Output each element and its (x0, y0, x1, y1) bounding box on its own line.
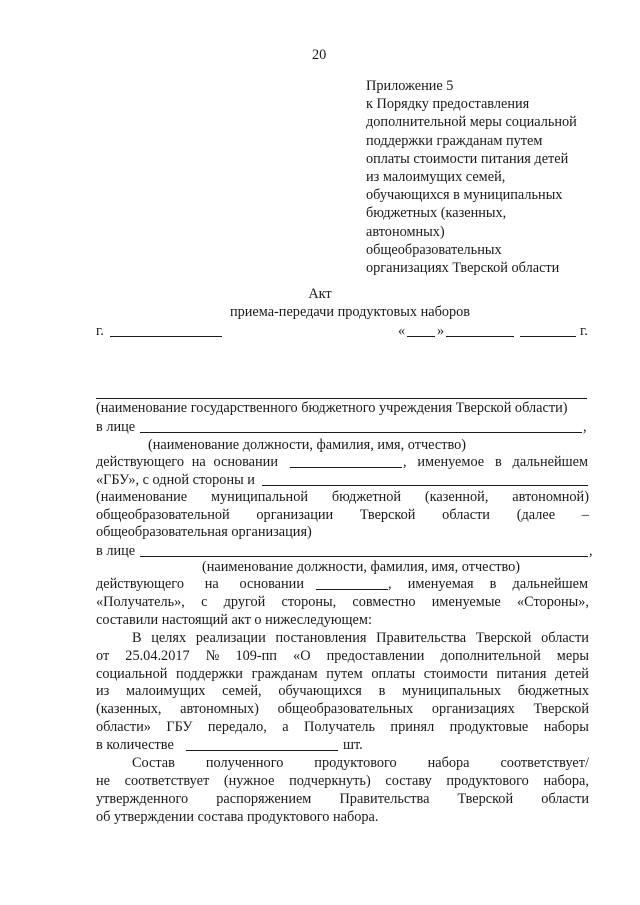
word: на (191, 454, 206, 470)
word: именуемые (431, 594, 501, 610)
word: именуемая (407, 576, 474, 592)
word: а (282, 719, 289, 735)
date-open-quote: « (398, 323, 406, 339)
word: основании (213, 454, 278, 470)
org-caption-line2 (96, 507, 589, 524)
word: 109-пп (235, 647, 277, 664)
word: дальнейшем (512, 576, 588, 592)
receiver-line (96, 594, 589, 611)
in-person-label-1: в лице (96, 419, 136, 435)
paragraph-2-line (96, 773, 589, 790)
gbu-name-field[interactable] (96, 398, 587, 399)
paragraph-1-line (132, 630, 589, 647)
paragraph-2-line (132, 755, 589, 772)
word: – (581, 507, 589, 523)
paragraph-2-last: об утверждении состава продуктового набора. (96, 809, 379, 825)
word: бюджетной (331, 489, 402, 505)
word: детей (555, 665, 589, 682)
quantity-suffix: шт. (343, 737, 363, 753)
word: соответствует/ (500, 755, 589, 771)
word: в (494, 454, 502, 470)
word: малоимущих (126, 683, 206, 700)
word: питания (496, 665, 547, 682)
paragraph-2-line (96, 791, 589, 808)
appendix-line: общеобразовательных (366, 241, 502, 258)
word: Правительства (339, 791, 430, 807)
word: автономных) (180, 701, 259, 718)
word: целях (151, 630, 187, 646)
word: продуктового (446, 773, 529, 789)
word: реализации (195, 630, 266, 646)
paragraph-1-line (96, 701, 589, 718)
word: бюджетных (517, 683, 589, 700)
word: путем (326, 665, 363, 682)
org-caption-line3: общеобразовательная организация) (96, 524, 312, 540)
word: именуемое (417, 454, 485, 470)
word: общеобразовательных (277, 701, 414, 718)
word: соответствует (124, 773, 210, 789)
gbu-caption: (наименование государственного бюджетного учреждения Тверской области) (96, 400, 568, 416)
word: (наименование (96, 489, 188, 505)
acting-basis-1-right (403, 454, 588, 471)
appendix-line: обучающихся в муниципальных (366, 187, 563, 204)
representative-1-field[interactable] (140, 432, 582, 433)
date-month-field[interactable] (446, 336, 514, 337)
person-caption-1: (наименование должности, фамилия, имя, отчество) (148, 437, 467, 453)
word: Тверской (533, 701, 589, 718)
date-close-quote: » (437, 323, 445, 339)
basis-1-field[interactable] (290, 467, 402, 468)
paragraph-1-line (96, 683, 589, 700)
word: «Стороны», (516, 594, 589, 610)
appendix-line: бюджетных (казенных, (366, 205, 507, 222)
word: В (132, 630, 142, 646)
word: совместно (352, 594, 416, 610)
word: гражданам (251, 665, 318, 682)
act-subtitle: приема-передачи продуктовых наборов (229, 304, 471, 320)
word: , (403, 454, 407, 470)
word: поддержки (176, 665, 243, 682)
word: подчеркнуть) (289, 773, 371, 789)
year-suffix: г. (580, 323, 588, 339)
appendix-line: Приложение 5 (366, 78, 454, 94)
word: Тверской (457, 791, 514, 807)
word: передало, (207, 719, 267, 735)
word: с (201, 594, 208, 610)
org-caption-line1 (96, 489, 589, 506)
word: социальной (96, 665, 168, 682)
city-prefix: г. (96, 323, 104, 339)
comma-2: , (589, 543, 593, 559)
word: из (96, 683, 110, 700)
word: оплаты (371, 665, 416, 682)
word: области» (96, 719, 151, 735)
appendix-line: оплаты стоимости питания детей (366, 150, 569, 167)
word: № (205, 647, 220, 664)
word: продуктовые (449, 719, 529, 735)
word: в (489, 576, 497, 592)
word: основании (239, 576, 304, 592)
word: «О (293, 647, 311, 664)
word: области (541, 630, 589, 646)
act-title: Акт (308, 286, 332, 302)
word: от (96, 647, 110, 664)
date-year-field[interactable] (520, 336, 576, 337)
word: муниципальных (402, 683, 502, 700)
word: «Получатель», (96, 594, 185, 610)
word: области (541, 791, 589, 807)
word: ГБУ (166, 719, 193, 735)
word: полученного (205, 755, 284, 771)
person-caption-2: (наименование должности, фамилия, имя, отчество) (202, 559, 521, 575)
representative-2-field[interactable] (140, 556, 588, 557)
word: общеобразовательной (96, 507, 230, 523)
word: действующего (96, 454, 184, 470)
word: Тверской (359, 507, 416, 523)
word: предоставлении (326, 647, 425, 664)
appendix-line: дополнительной меры социальной (366, 114, 577, 131)
basis-2-field[interactable] (316, 589, 388, 590)
paragraph-1-line (96, 719, 589, 736)
word: другой (223, 594, 266, 610)
word: распоряжением (216, 791, 312, 807)
word: Состав (132, 755, 175, 771)
word: составу (385, 773, 432, 789)
appendix-line: поддержки гражданам путем (366, 132, 543, 149)
word: постановления (275, 630, 367, 646)
word: стоимости (423, 665, 488, 682)
word: Тверской (475, 630, 532, 646)
word: дополнительной (440, 647, 541, 664)
date-day-field[interactable] (407, 336, 435, 337)
paragraph-1-line (96, 648, 589, 665)
word: , (388, 576, 392, 592)
word: действующего (96, 576, 184, 592)
appendix-line: из малоимущих семей, (366, 169, 506, 185)
quantity-field[interactable] (186, 750, 338, 751)
word: Получатель (304, 719, 375, 735)
paragraph-1-line (96, 666, 589, 683)
word: обучающихся (278, 683, 362, 700)
word: меры (556, 647, 589, 664)
word: (далее (516, 507, 556, 523)
acting-basis-2-right (388, 576, 588, 593)
appendix-line: к Порядку предоставления (366, 96, 530, 113)
city-field[interactable] (110, 336, 222, 337)
word: стороны, (281, 594, 337, 610)
word: 25.04.2017 (125, 647, 190, 664)
word: принял (390, 719, 435, 735)
composed-line: составили настоящий акт о нижеследующем: (96, 612, 372, 628)
word: (казенной, (424, 489, 489, 505)
word: наборы (543, 719, 589, 735)
word: набора (427, 755, 470, 771)
word: в (378, 683, 386, 700)
word: набора, (543, 773, 589, 789)
acting-basis-1-left (96, 454, 278, 471)
word: семей, (222, 683, 262, 700)
word: (казенных, (96, 701, 162, 718)
quantity-prefix: в количестве (96, 737, 174, 753)
word: Правительства (376, 630, 467, 646)
word: продуктового (314, 755, 397, 771)
word: дальнейшем (512, 454, 588, 470)
word: на (204, 576, 219, 592)
acting-basis-2-left (96, 576, 304, 593)
word: не (96, 773, 110, 789)
word: организации (256, 507, 334, 523)
in-person-label-2: в лице (96, 543, 136, 559)
page-number: 20 (312, 47, 327, 63)
word: области (442, 507, 490, 523)
word: муниципальной (210, 489, 309, 505)
gbu-side-text: «ГБУ», с одной стороны и (96, 472, 255, 488)
appendix-line: автономных) (366, 223, 445, 240)
word: организациях (431, 701, 515, 718)
organization-name-field[interactable] (262, 485, 588, 486)
appendix-line: организациях Тверской области (366, 260, 560, 276)
word: (нужное (223, 773, 275, 789)
comma-1: , (583, 419, 587, 435)
word: утвержденного (96, 791, 189, 807)
word: автономной) (512, 489, 589, 505)
